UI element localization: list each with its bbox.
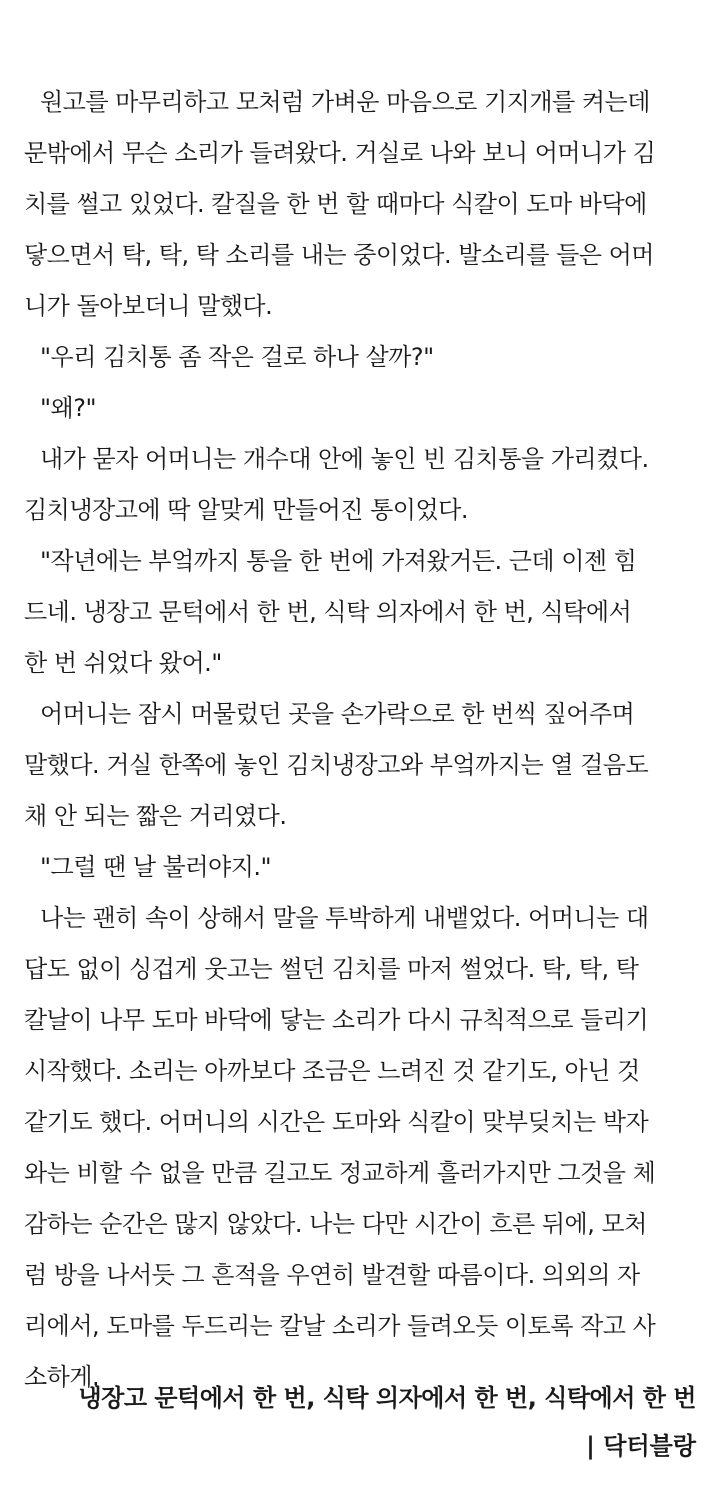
paragraph-line: 김치냉장고에 딱 알맞게 만들어진 통이었다. (24, 496, 468, 524)
paragraph-line: 같기도 했다. 어머니의 시간은 도마와 식칼이 맞부딪치는 박자 (24, 1108, 649, 1136)
paragraph-line: 럼 방을 나서듯 그 흔적을 우연히 발견할 따름이다. 의외의 자 (24, 1261, 640, 1289)
essay-body (24, 80, 696, 1406)
paragraph-line: 치를 썰고 있었다. 칼질을 한 번 할 때마다 식칼이 도마 바닥에 (24, 190, 647, 218)
paragraph-line: 니가 돌아보더니 말했다. (24, 292, 273, 320)
paragraph-line: 닿으면서 탁, 탁, 탁 소리를 내는 중이었다. 발소리를 들은 어머 (24, 241, 654, 269)
dialogue-line: 한 번 쉬었다 왔어." (24, 649, 222, 677)
paragraph-line: 시작했다. 소리는 아까보다 조금은 느려진 것 같기도, 아닌 것 (24, 1057, 640, 1085)
paragraph-line: 감하는 순간은 많지 않았다. 나는 다만 시간이 흐른 뒤에, 모처 (24, 1210, 647, 1238)
essay-footer (16, 1374, 696, 1470)
dialogue-line: "그럴 땐 날 불러야지." (40, 853, 272, 881)
paragraph-line: 말했다. 거실 한쪽에 놓인 김치냉장고와 부엌까지는 열 걸음도 (24, 751, 649, 779)
paragraph-line: 원고를 마무리하고 모처럼 가벼운 마음으로 기지개를 켜는데 (40, 88, 650, 116)
dialogue-line: "왜?" (40, 394, 97, 422)
paragraph-line: 소하게. (24, 1363, 100, 1391)
dialogue-line: "우리 김치통 좀 작은 걸로 하나 살까?" (40, 343, 434, 371)
paragraph-line: 칼날이 나무 도마 바닥에 닿는 소리가 다시 규칙적으로 들리기 (24, 1006, 649, 1034)
author-name: | 닥터블랑 (586, 1432, 696, 1460)
paragraph-line: 내가 묻자 어머니는 개수대 안에 놓인 빈 김치통을 가리켰다. (40, 445, 649, 473)
dialogue-line: "작년에는 부엌까지 통을 한 번에 가져왔거든. 근데 이젠 힘 (40, 547, 637, 575)
paragraph-line: 채 안 되는 짧은 거리였다. (24, 802, 287, 830)
paragraph-line: 리에서, 도마를 두드리는 칼날 소리가 들려오듯 이토록 작고 사 (24, 1312, 656, 1340)
paragraph-line: 문밖에서 무슨 소리가 들려왔다. 거실로 나와 보니 어머니가 김 (24, 139, 656, 167)
paragraph-line: 어머니는 잠시 머물렀던 곳을 손가락으로 한 번씩 짚어주며 (40, 700, 635, 728)
paragraph-line: 나는 괜히 속이 상해서 말을 투박하게 내뱉었다. 어머니는 대 (40, 904, 649, 932)
paragraph-line: 와는 비할 수 없을 만큼 길고도 정교하게 흘러가지만 그것을 체 (24, 1159, 656, 1187)
essay-title: 냉장고 문턱에서 한 번, 식탁 의자에서 한 번, 식탁에서 한 번 (78, 1384, 696, 1412)
paragraph-line: 답도 없이 싱겁게 웃고는 썰던 김치를 마저 썰었다. 탁, 탁, 탁 (24, 955, 639, 983)
dialogue-line: 드네. 냉장고 문턱에서 한 번, 식탁 의자에서 한 번, 식탁에서 (24, 598, 632, 626)
